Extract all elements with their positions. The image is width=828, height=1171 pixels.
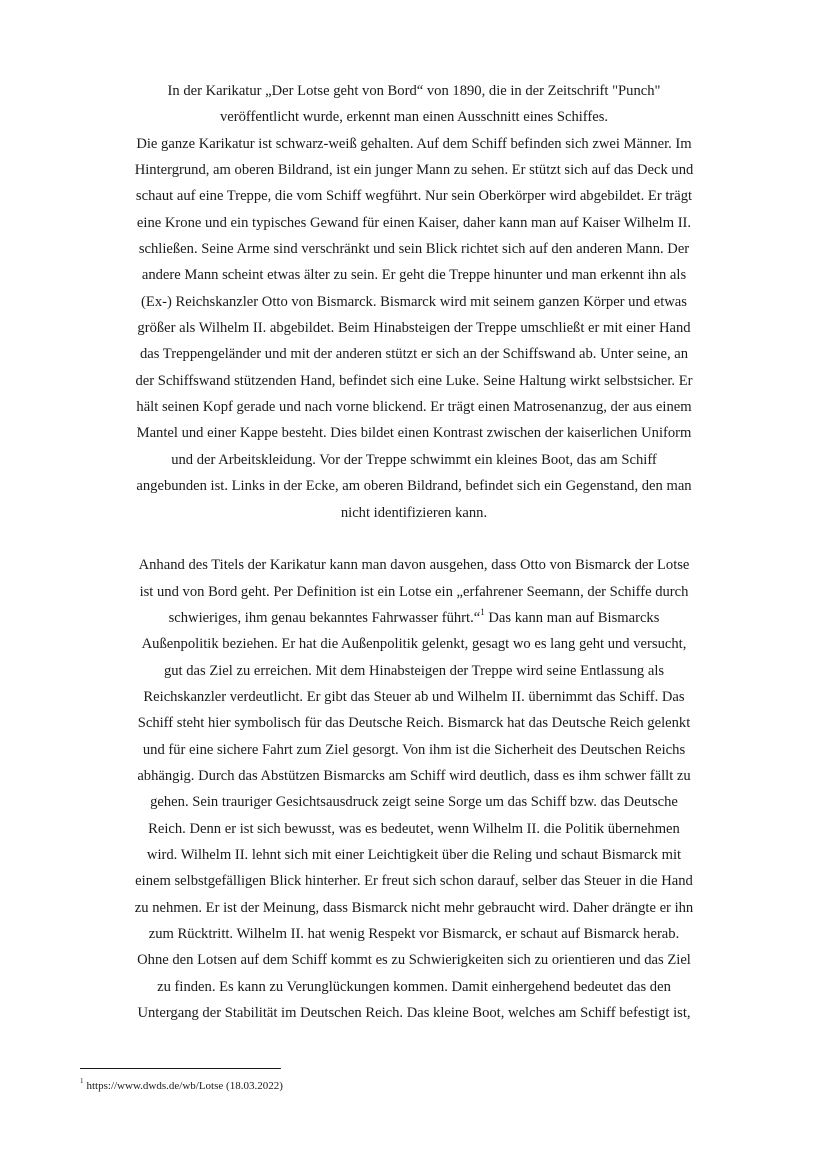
text-line: und der Arbeitskleidung. Vor der Treppe schwimmt ein kleines Boot, das am Schiff	[171, 451, 657, 468]
text-line-with-footnote-ref	[80, 605, 748, 631]
text-line: schaut auf eine Treppe, die vom Schiff wegführt. Nur sein Oberkörper wird abgebildet. Er trägt	[135, 188, 693, 205]
text-segment: Das kann man auf Bismarcks	[484, 609, 660, 626]
body-text	[80, 78, 748, 1026]
paragraph-1	[80, 78, 748, 526]
text-line: Außenpolitik beziehen. Er hat die Außenpolitik gelenkt, gesagt wo es lang geht und versucht,	[141, 636, 687, 653]
text-line: gut das Ziel zu erreichen. Mit dem Hinabsteigen der Treppe wird seine Entlassung als	[163, 662, 665, 679]
text-line: schließen. Seine Arme sind verschränkt und sein Blick richtet sich auf den anderen Mann. Der	[138, 241, 690, 258]
text-line: Reichskanzler verdeutlicht. Er gibt das Steuer ab und Wilhelm II. übernimmt das Schiff. Das	[143, 688, 685, 705]
text-line: abhängig. Durch das Abstützen Bismarcks am Schiff wird deutlich, dass es ihm schwer fällt zu	[137, 767, 691, 784]
text-line: zu finden. Es kann zu Verunglückungen kommen. Damit einhergehend bedeutet das den	[157, 978, 671, 995]
text-line: Mantel und einer Kappe besteht. Dies bildet einen Kontrast zwischen der kaiserlichen Uniform	[136, 425, 692, 442]
text-line: wird. Wilhelm II. lehnt sich mit einer Leichtigkeit über die Reling und schaut Bismarck mit	[146, 846, 682, 863]
text-line: und für eine sichere Fahrt zum Ziel gesorgt. Von ihm ist die Sicherheit des Deutschen Reichs	[142, 741, 686, 758]
text-line: angebunden ist. Links in der Ecke, am oberen Bildrand, befindet sich ein Gegenstand, den man	[136, 478, 692, 495]
text-line: Die ganze Karikatur ist schwarz-weiß gehalten. Auf dem Schiff befinden sich zwei Männer. Im	[136, 135, 692, 152]
text-line: Untergang der Stabilität im Deutschen Reich. Das kleine Boot, welches am Schiff befestigt ist,	[137, 1005, 691, 1022]
text-line: hält seinen Kopf gerade und nach vorne blickend. Er trägt einen Matrosenanzug, der aus einem	[136, 399, 692, 416]
text-line: eine Krone und ein typisches Gewand für einen Kaiser, daher kann man auf Kaiser Wilhelm II.	[136, 214, 692, 231]
text-line: andere Mann scheint etwas älter zu sein. Er geht die Treppe hinunter und man erkennt ihn als	[141, 267, 687, 284]
footnote-reference[interactable]: 1	[480, 607, 485, 618]
text-line: größer als Wilhelm II. abgebildet. Beim Hinabsteigen der Treppe umschließt er mit einer Hand	[137, 320, 691, 337]
text-line: einem selbstgefälligen Blick hinterher. Er freut sich schon darauf, selber das Steuer in die Hand	[135, 873, 693, 890]
text-line: Reich. Denn er ist sich bewusst, was es bedeutet, wenn Wilhelm II. die Politik übernehmen	[148, 820, 680, 837]
text-line: zum Rücktritt. Wilhelm II. hat wenig Respekt vor Bismarck, er schaut auf Bismarck herab.	[148, 926, 680, 942]
text-line: das Treppengeländer und mit der anderen stützt er sich an der Schiffswand ab. Unter seine, an	[139, 346, 689, 363]
footnote-text[interactable]: https://www.dwds.de/wb/Lotse (18.03.2022)	[86, 1080, 283, 1092]
footnote-separator	[80, 1068, 281, 1069]
paragraph-2	[80, 552, 748, 1026]
text-line: zu nehmen. Er ist der Meinung, dass Bismarck nicht mehr gebraucht wird. Daher drängte er ihn	[134, 899, 694, 916]
text-segment: schwieriges, ihm genau bekanntes Fahrwasser führt.“	[168, 609, 481, 626]
text-line: Anhand des Titels der Karikatur kann man davon ausgehen, dass Otto von Bismarck der Lotse	[138, 557, 690, 574]
text-line: (Ex-) Reichskanzler Otto von Bismarck. Bismarck wird mit seinem ganzen Körper und etwas	[141, 293, 687, 310]
footnote-number: 1	[80, 1077, 84, 1086]
text-line: der Schiffswand stützenden Hand, befindet sich eine Luke. Seine Haltung wirkt selbstsicher. Er	[135, 372, 693, 389]
text-line: Hintergrund, am oberen Bildrand, ist ein junger Mann zu sehen. Er stützt sich auf das Deck und	[134, 162, 694, 179]
text-line: ist und von Bord geht. Per Definition ist ein Lotse ein „erfahrener Seemann, der Schiffe durch	[139, 583, 689, 600]
footnote	[80, 1079, 748, 1093]
text-line: veröffentlicht wurde, erkennt man einen Ausschnitt eines Schiffes.	[219, 109, 609, 126]
text-line: Ohne den Lotsen auf dem Schiff kommt es zu Schwierigkeiten sich zu orientieren und das Ziel	[137, 952, 691, 969]
paragraph-gap	[80, 526, 748, 552]
text-line: nicht identifizieren kann.	[340, 504, 488, 521]
text-line: In der Karikatur „Der Lotse geht von Bord“ von 1890, die in der Zeitschrift "Punch"	[167, 83, 661, 99]
text-line: Schiff steht hier symbolisch für das Deutsche Reich. Bismarck hat das Deutsche Reich gelenkt	[137, 715, 691, 732]
text-line: gehen. Sein trauriger Gesichtsausdruck zeigt seine Sorge um das Schiff bzw. das Deutsche	[150, 794, 678, 811]
